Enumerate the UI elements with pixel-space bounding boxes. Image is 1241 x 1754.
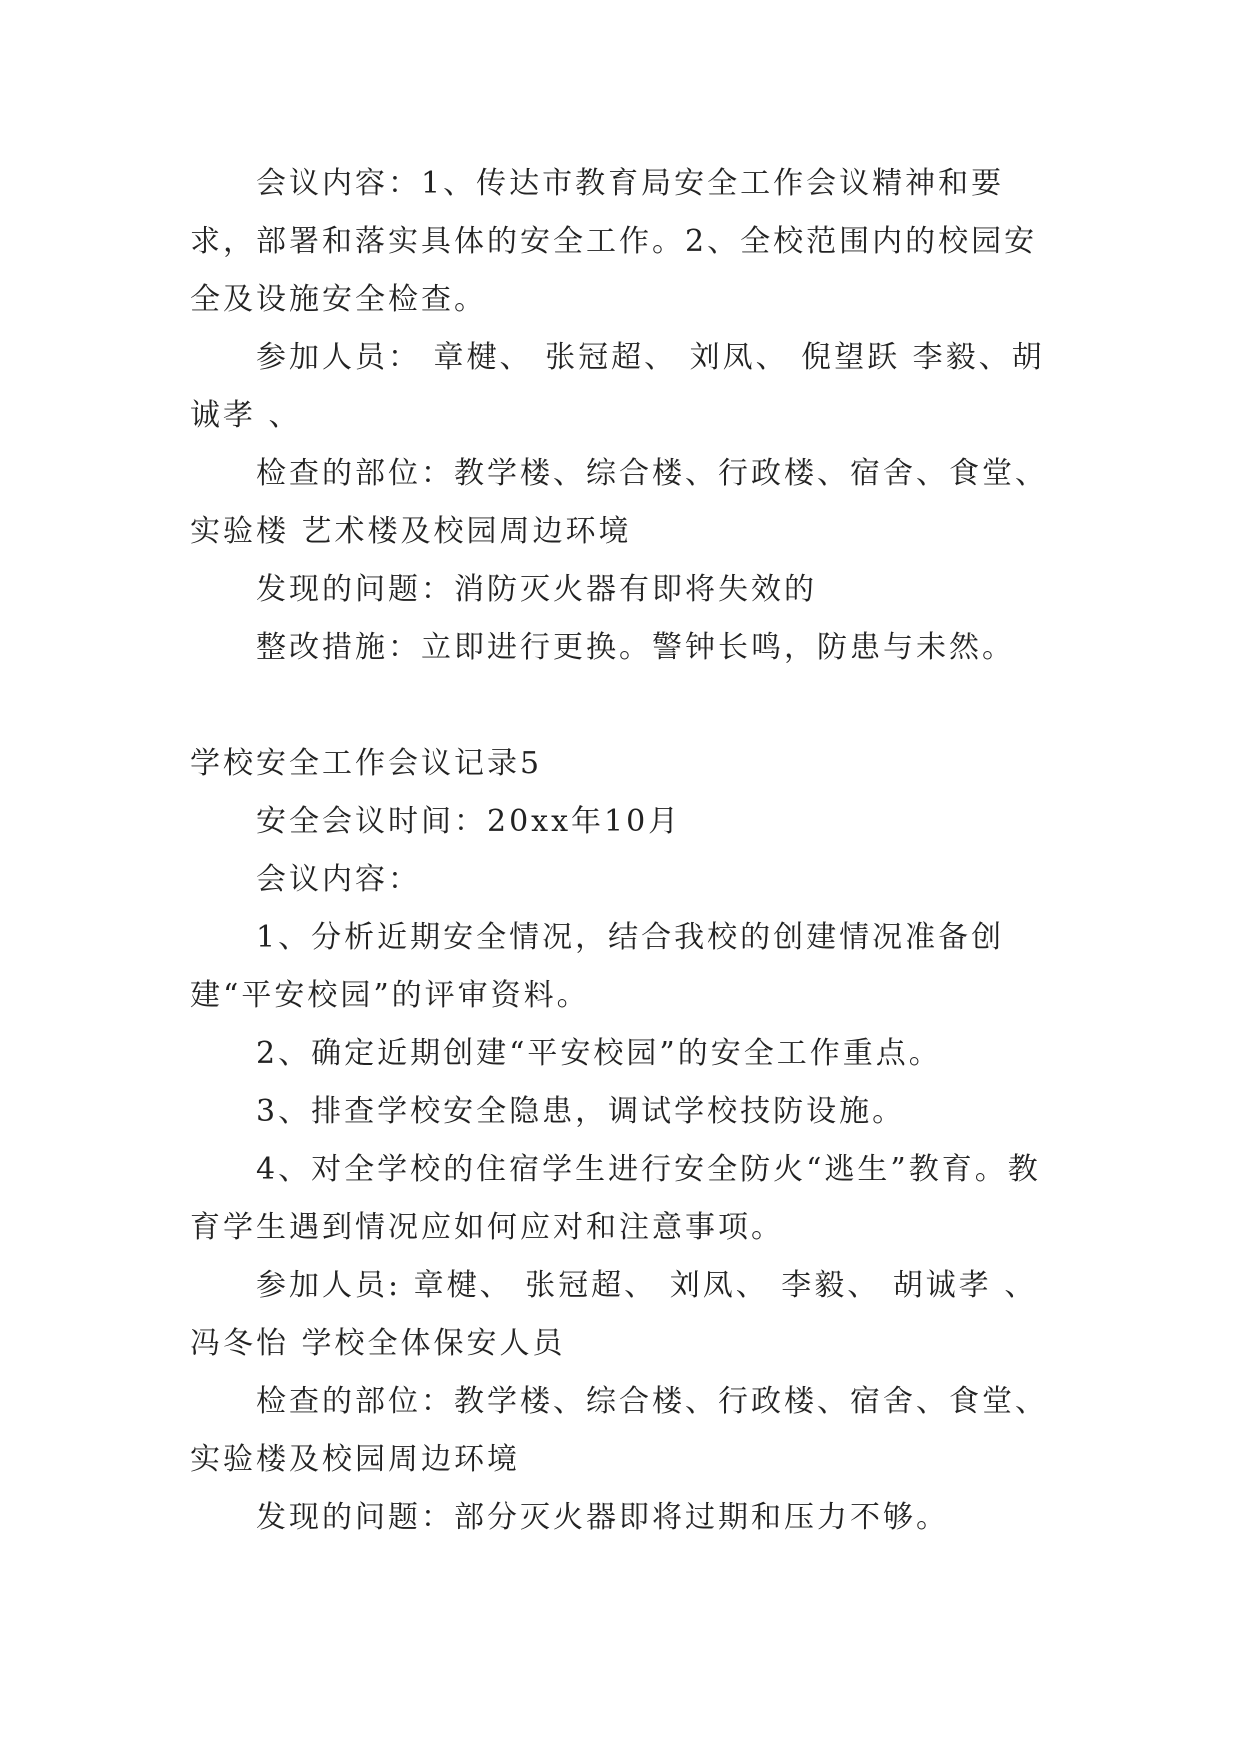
meeting-time-paragraph: 安全会议时间：20xx年10月 — [256, 804, 682, 839]
content-item-2: 2、确定近期创建“平安校园”的安全工作重点。 — [256, 1036, 942, 1071]
meeting-content-label: 会议内容： — [256, 862, 421, 897]
content-item-1: 1、分析近期安全情况，结合我校的创建情况准备创建“平安校园”的评审资料。 — [190, 920, 1005, 1013]
content-item-3: 3、排查学校安全隐患，调试学校技防设施。 — [256, 1094, 906, 1129]
meeting-content-paragraph: 会议内容：1、传达市教育局安全工作会议精神和要求，部署和落实具体的安全工作。2、全校范围内的校园安全及设施安全检查。 — [190, 166, 1038, 317]
participants-paragraph-5: 参加人员: 章楗、 张冠超、 刘凤、 李毅、 胡诚孝 、冯冬怡 学校全体保安人员 — [190, 1268, 1038, 1361]
participants-paragraph: 参加人员： 章楗、 张冠超、 刘凤、 倪望跃 李毅、胡诚孝 、 — [190, 340, 1045, 433]
problems-found-paragraph: 发现的问题：消防灭火器有即将失效的 — [256, 572, 817, 607]
inspected-areas-paragraph-5: 检查的部位：教学楼、综合楼、行政楼、宿舍、食堂、实验楼及校园周边环境 — [190, 1384, 1048, 1477]
corrective-measures-paragraph: 整改措施：立即进行更换。警钟长鸣，防患与未然。 — [256, 630, 1015, 665]
problems-found-paragraph-5: 发现的问题：部分灭火器即将过期和压力不够。 — [256, 1500, 949, 1535]
section-title: 学校安全工作会议记录5 — [190, 746, 543, 781]
content-item-4: 4、对全学校的住宿学生进行安全防火“逃生”教育。教育学生遇到情况应如何应对和注意事项。 — [190, 1152, 1041, 1245]
inspected-areas-paragraph: 检查的部位：教学楼、综合楼、行政楼、宿舍、食堂、实验楼 艺术楼及校园周边环境 — [190, 456, 1048, 549]
document-page — [190, 155, 1070, 1547]
